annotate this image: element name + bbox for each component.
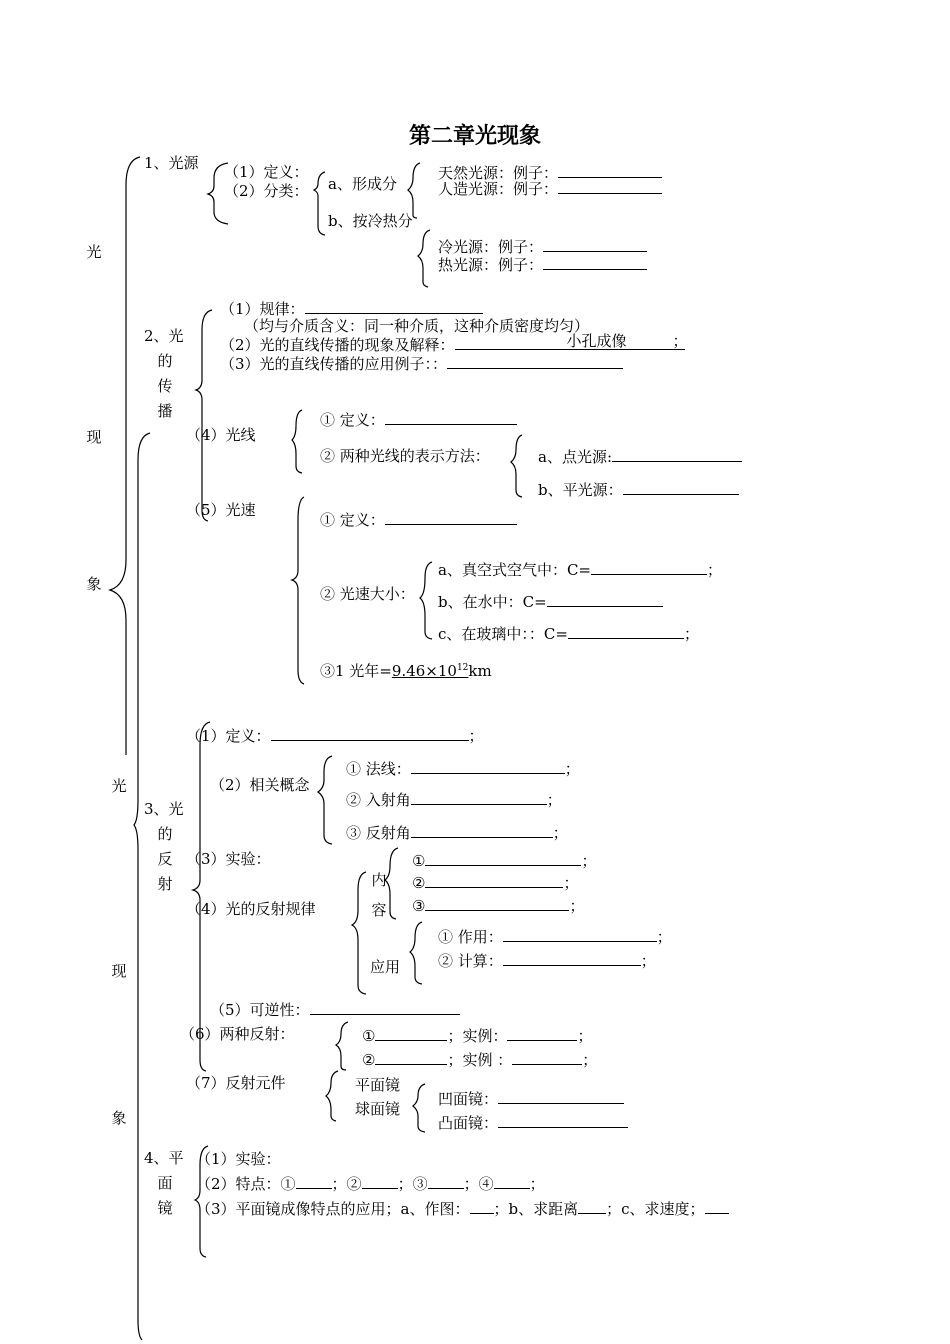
s2-heading-1: 2、光 xyxy=(144,327,184,345)
s3-reflection-elements: （7）反射元件 xyxy=(186,1074,286,1092)
s4-heading-1: 4、平 xyxy=(144,1149,184,1167)
page-title: 第二章光现象 xyxy=(408,123,541,149)
s3-reflection-type-2: ② ；实例 ： ； xyxy=(362,1051,598,1069)
s1-cold-source: 冷光源：例子： xyxy=(438,237,647,256)
s1-classification-label: （2）分类： xyxy=(224,182,309,200)
s3-application-label: 应用 xyxy=(370,958,401,976)
s2-application: （3）光的直线传播的应用例子：： xyxy=(220,354,623,373)
s3-concave-mirror: 凹面镜： xyxy=(438,1089,624,1108)
s1-artificial-source: 人造光源：例子： xyxy=(438,179,662,198)
outer-brace xyxy=(110,157,140,755)
s1-hot-source: 热光源：例子： xyxy=(438,255,647,274)
s3-two-reflections: （6）两种反射： xyxy=(180,1025,295,1043)
s2-heading-3: 传 xyxy=(157,377,173,395)
s3-heading-4: 射 xyxy=(157,875,173,893)
s4-experiment: （1）实验： xyxy=(196,1150,281,1168)
s2-light-ray: （4）光线 xyxy=(186,426,256,444)
s3-experiment: （3）实验： xyxy=(186,850,271,868)
s2-light-year: ③1 光年$=9.46\times 10^{12}km$ xyxy=(320,662,492,680)
s3-convex-mirror: 凸面镜： xyxy=(438,1113,628,1132)
s3-incident-angle: ② 入射角 ； xyxy=(346,791,562,809)
inner-brace xyxy=(134,433,150,1340)
s2-light-speed: （5）光速 xyxy=(186,501,256,519)
s3-content-item-2: ② ； xyxy=(412,874,579,892)
s3-normal-line: ① 法线： ； xyxy=(346,760,580,778)
s2-speed-glass: c、在玻璃中：：C= ； xyxy=(438,625,699,643)
s1-by-formation: a、形成分 xyxy=(328,175,397,193)
s3-reflection-type-1: ① ；实例： ； xyxy=(362,1027,593,1045)
inner-vertical-char-3: 象 xyxy=(111,1109,127,1127)
s3-heading-3: 反 xyxy=(157,850,173,868)
outer-vertical-char-3: 象 xyxy=(86,575,102,593)
s1-natural-source: 天然光源：例子： xyxy=(438,163,662,182)
s3-flat-mirror: 平面镜 xyxy=(355,1076,401,1094)
s3-content-item-3: ③ ； xyxy=(412,897,585,915)
s2-law: （1）规律： xyxy=(220,299,483,318)
s1-definition-label: （1）定义： xyxy=(224,163,309,181)
outer-vertical-char-1: 光 xyxy=(86,243,102,261)
s3-heading-1: 3、光 xyxy=(144,800,184,818)
s2-ray-definition: ① 定义： xyxy=(320,410,517,429)
s2-speed-water: b、在水中：C= xyxy=(438,592,663,611)
s2-speed-size: ② 光速大小： xyxy=(320,585,415,603)
s3-content-char-2: 容 xyxy=(371,901,387,919)
s3-reversibility: （5）可逆性： xyxy=(210,1000,460,1019)
s3-spherical-mirror: 球面镜 xyxy=(355,1100,401,1118)
s2-heading-2: 的 xyxy=(157,352,173,370)
s1-heading: 1、光源 xyxy=(144,154,199,172)
s4-heading-2: 面 xyxy=(157,1174,173,1192)
s2-speed-definition: ① 定义： xyxy=(320,510,517,529)
s1-by-temperature: b、按冷热分 xyxy=(328,212,413,230)
s3-heading-2: 的 xyxy=(157,825,173,843)
s4-applications: （3）平面镜成像特点的应用；a、作图： ；b、求距离 ；c、求速度； xyxy=(196,1199,729,1218)
s3-definition: （1）定义： ； xyxy=(186,727,484,745)
s2-ray-two-methods: ② 两种光线的表示方法： xyxy=(320,447,490,465)
inner-vertical-char-1: 光 xyxy=(111,777,127,795)
s2-heading-4: 播 xyxy=(157,402,173,420)
s2-law-note: （均与介质含义：同一种介质，这种介质密度均匀） xyxy=(244,317,590,335)
s3-reflection-law: （4）光的反射规律 xyxy=(186,900,316,918)
s2-phenomenon: （2）光的直线传播的现象及解释： 小孔成像 ； xyxy=(220,332,688,354)
s3-application-calc: ② 计算： ； xyxy=(438,952,656,970)
s3-application-purpose: ① 作用： ； xyxy=(438,928,672,946)
s3-related-concepts: （2）相关概念 xyxy=(210,776,310,794)
inner-vertical-char-2: 现 xyxy=(111,962,127,980)
s4-features: （2）特点：① ；② ；③ ；④ ； xyxy=(196,1175,545,1193)
s2-ray-parallel-source: b、平光源： xyxy=(538,480,739,499)
s3-content-char-1: 内 xyxy=(371,871,387,889)
s4-heading-3: 镜 xyxy=(157,1199,173,1217)
s2-speed-vacuum: a、真空式空气中：C= ； xyxy=(438,561,723,579)
s3-reflection-angle: ③ 反射角 ； xyxy=(346,824,568,842)
s3-content-item-1: ① ； xyxy=(412,852,597,870)
s2-ray-point-source: a、点光源: xyxy=(538,447,742,466)
outer-vertical-char-2: 现 xyxy=(86,428,102,446)
